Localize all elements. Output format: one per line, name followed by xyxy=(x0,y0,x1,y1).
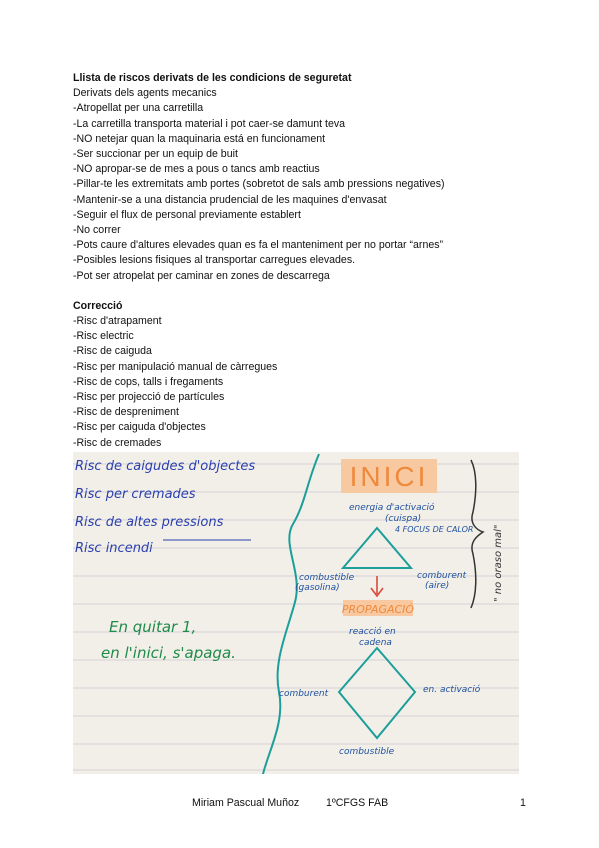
list-item: -Risc de cops, talls i fregaments xyxy=(73,375,224,388)
activation-label: energia d'activació xyxy=(349,503,435,513)
list-item: -NO netejar quan la maquinaria está en funcionament xyxy=(73,132,326,145)
list-item: -Risc per manipulació manual de càrregues xyxy=(73,360,278,373)
list-item: -Ser succionar per un equip de buit xyxy=(73,148,238,161)
handwritten-notes-photo xyxy=(73,452,519,774)
section1-subheading: Derivats dels agents mecanics xyxy=(73,87,217,100)
activation-right-label: en. activació xyxy=(423,685,481,695)
reaction-label: reacció en xyxy=(349,627,396,637)
activation-label: 4 FOCUS DE CALOR xyxy=(395,525,474,534)
ruled-lines xyxy=(73,464,519,770)
separator-curve xyxy=(263,454,319,774)
left-note: Risc incendi xyxy=(75,541,153,556)
propagation-diamond xyxy=(339,648,415,738)
list-item: -Risc de cremades xyxy=(73,436,162,449)
list-item: -Seguir el flux de personal previamente establert xyxy=(73,208,301,221)
list-item: -Risc de despreniment xyxy=(73,406,179,419)
list-item: -La carretilla transporta material i pot caer-se damunt teva xyxy=(73,117,346,130)
document-text xyxy=(73,71,533,451)
activation-label: (cuispa) xyxy=(385,514,422,524)
fuel-label: combustible xyxy=(299,573,355,583)
middle-note: en l'inici, s'apaga. xyxy=(101,644,236,662)
section1-heading: Llista de riscos derivats de les condicions de seguretat xyxy=(73,72,352,84)
list-item: -Risc per projecció de partícules xyxy=(73,391,225,404)
list-item: -Risc d'atrapament xyxy=(73,315,162,328)
left-note: Risc per cremades xyxy=(75,487,196,502)
oxidizer-left-label: comburent xyxy=(279,689,329,699)
reaction-label: cadena xyxy=(359,638,392,648)
middle-note: En quitar 1, xyxy=(109,618,197,636)
list-item: -Mantenir-se a una distancia prudencial de les maquines d'envasat xyxy=(73,193,387,206)
list-item: -No correr xyxy=(73,224,121,237)
list-item: -Risc per caiguda d'objectes xyxy=(73,421,206,434)
brace xyxy=(471,460,483,608)
list-item: -Pillar-te les extremitats amb portes (sobretot de sals amb pressions negatives) xyxy=(73,178,445,191)
footer-author: Miriam Pascual Muñoz xyxy=(192,797,300,809)
list-item: -Pots caure d'altures elevades quan es fa el manteniment per no portar “arnes” xyxy=(73,239,444,252)
section2-heading: Correcció xyxy=(73,299,123,312)
list-item: -Posibles lesions fisiques al transportar carregues elevades. xyxy=(73,254,356,267)
list-item: -Risc de caiguda xyxy=(73,345,152,358)
inici-heading: INICI xyxy=(349,461,429,492)
oxidizer-label: comburent xyxy=(417,571,467,581)
arrow-down-icon xyxy=(371,576,383,596)
oxidizer-label: (aire) xyxy=(425,581,450,591)
list-item: -Pot ser atropelat per caminar en zones de descarrega xyxy=(73,269,330,282)
side-note: " no oraso mal" xyxy=(493,524,504,602)
footer-course: 1ºCFGS FAB xyxy=(326,797,389,809)
propagacio-heading: PROPAGACIÓ xyxy=(341,603,415,616)
list-item: -Atropellat per una carretilla xyxy=(73,102,204,115)
notes-drawing xyxy=(73,452,519,774)
list-item: -Risc electric xyxy=(73,330,134,343)
left-note: Risc de altes pressions xyxy=(75,515,224,530)
list-item: -NO apropar-se de mes a pous o tancs amb reactius xyxy=(73,163,320,176)
fuel-bottom-label: combustible xyxy=(339,747,395,757)
left-note: Risc de caigudes d'objectes xyxy=(75,459,256,474)
spacer xyxy=(73,284,533,299)
footer-page-number: 1 xyxy=(520,797,526,809)
fuel-label: (gasolina) xyxy=(295,583,340,593)
